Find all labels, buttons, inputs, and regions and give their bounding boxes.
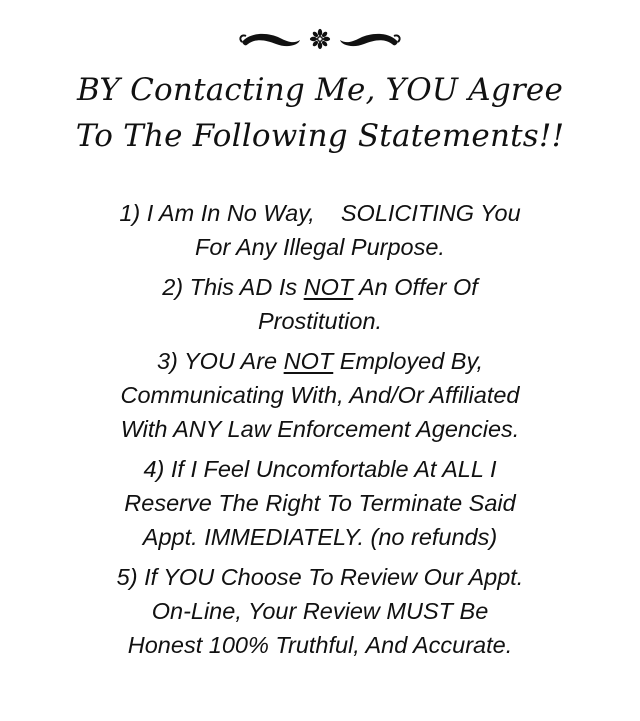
statement-line (0, 378, 640, 412)
statement-line (0, 230, 640, 264)
statement-text: Appt. IMMEDIATELY. (no refunds) (142, 524, 498, 550)
statement-line (0, 628, 640, 662)
statement-text: An Offer Of (353, 274, 478, 300)
statement-text: With ANY Law Enforcement Agencies. (120, 416, 520, 442)
statement-1 (0, 196, 640, 264)
statement-line (0, 452, 640, 486)
statement-2 (0, 270, 640, 338)
statement-line (0, 486, 640, 520)
statement-line (0, 520, 640, 554)
statement-5 (0, 560, 640, 662)
statement-text: For Any Illegal Purpose. (195, 234, 445, 260)
underlined-text: NOT (283, 348, 334, 374)
underlined-text: NOT (303, 274, 354, 300)
statements-list (0, 196, 640, 668)
statement-line (0, 304, 640, 338)
statement-line (0, 560, 640, 594)
statement-text: 2) This AD Is (162, 274, 304, 300)
statement-text: 5) If YOU Choose To Review Our Appt. (116, 564, 524, 590)
statement-text: 1) I Am In No Way, SOLICITING You (119, 200, 521, 226)
flourish-ornament-icon (220, 26, 420, 52)
statement-line (0, 270, 640, 304)
heading-line-1: BY Contacting Me, YOU Agree (76, 72, 564, 108)
statement-text: Communicating With, And/Or Affiliated (120, 382, 520, 408)
statement-line (0, 412, 640, 446)
statement-line (0, 344, 640, 378)
statement-line (0, 594, 640, 628)
statement-text: On-Line, Your Review MUST Be (151, 598, 489, 624)
statement-text: Prostitution. (257, 308, 383, 334)
statement-line (0, 196, 640, 230)
heading-line-2: To The Following Statements!! (75, 118, 565, 154)
statement-text: 4) If I Feel Uncomfortable At ALL I (143, 456, 497, 482)
statement-text: Reserve The Right To Terminate Said (124, 490, 516, 516)
statement-3 (0, 344, 640, 446)
statement-4 (0, 452, 640, 554)
statement-text: 3) YOU Are (156, 348, 284, 374)
statement-text: Honest 100% Truthful, And Accurate. (127, 632, 513, 658)
statement-text: Employed By, (333, 348, 484, 374)
